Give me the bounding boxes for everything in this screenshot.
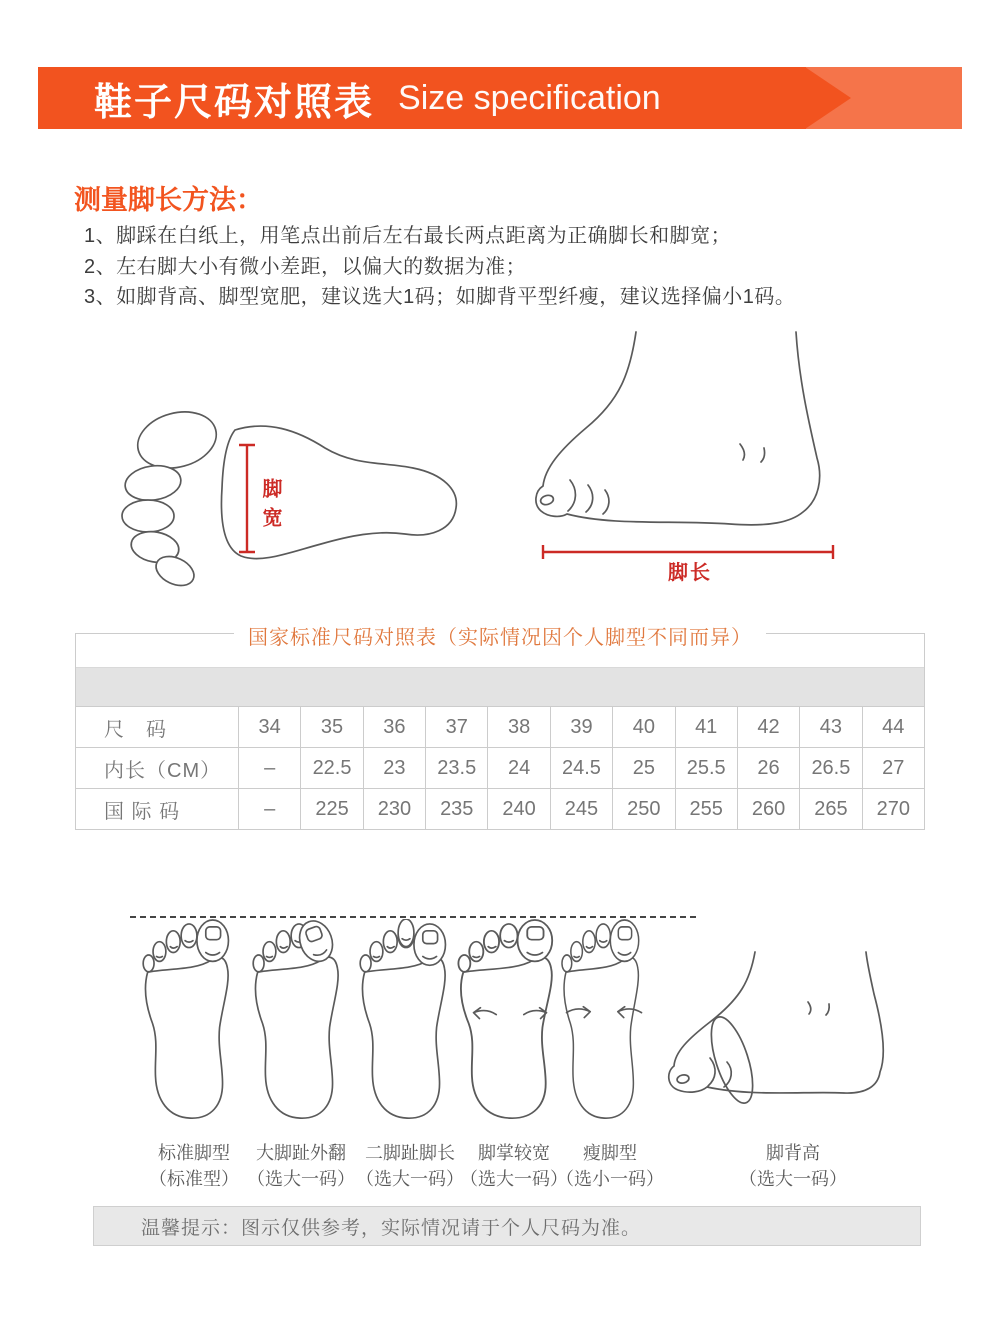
foot-type-note: （选大一码） — [739, 1169, 847, 1189]
table-cell: 42 — [737, 706, 799, 747]
table-cell: 260 — [737, 788, 799, 829]
foot-width-label: 脚宽 — [259, 478, 281, 536]
table-cell: 225 — [300, 788, 362, 829]
foot-type-valgus-icon — [246, 919, 356, 1126]
tip-text: 温馨提示：图示仅供参考，实际情况请于个人尺码为准。 — [141, 1217, 642, 1239]
table-cell: 270 — [862, 788, 924, 829]
header-banner — [38, 67, 962, 129]
table-cell: 230 — [363, 788, 425, 829]
foot-length-diagram-icon — [528, 328, 858, 573]
table-cell: 25.5 — [675, 747, 737, 788]
foot-type-long-second-toe-icon — [353, 919, 463, 1126]
foot-type-name: 脚背高 — [766, 1143, 820, 1163]
table-cell: 22.5 — [300, 747, 362, 788]
table-cell: 240 — [487, 788, 549, 829]
table-cell: 27 — [862, 747, 924, 788]
foot-type-note: （选大一码） — [247, 1169, 355, 1189]
page-subtitle: Size specification — [398, 78, 661, 117]
measure-steps — [84, 221, 795, 313]
foot-type-label-thin — [535, 1140, 685, 1192]
table-row-international — [76, 788, 924, 829]
table-cell: 37 — [425, 706, 487, 747]
foot-type-note: （选大一码） — [460, 1169, 568, 1189]
table-row-inner-length — [76, 747, 924, 788]
table-cell: 25 — [612, 747, 674, 788]
table-cell: 41 — [675, 706, 737, 747]
table-cell: 38 — [487, 706, 549, 747]
foot-type-note: （选小一码） — [556, 1169, 664, 1189]
size-table-header-band — [76, 667, 924, 706]
foot-type-note: （标准型） — [149, 1169, 239, 1189]
table-cell: 235 — [425, 788, 487, 829]
foot-type-note: （选大一码） — [356, 1169, 464, 1189]
foot-type-name: 大脚趾外翻 — [256, 1143, 346, 1163]
table-cell: 40 — [612, 706, 674, 747]
table-cell: 255 — [675, 788, 737, 829]
table-cell: 26 — [737, 747, 799, 788]
table-cell: 24.5 — [550, 747, 612, 788]
foot-type-name: 瘦脚型 — [583, 1143, 637, 1163]
size-table — [75, 627, 925, 830]
table-cell: 250 — [612, 788, 674, 829]
table-cell: 23 — [363, 747, 425, 788]
tip-bar — [93, 1206, 921, 1246]
measure-step-2: 2、左右脚大小有微小差距，以偏大的数据为准； — [84, 255, 527, 278]
table-cell: – — [238, 747, 300, 788]
table-cell: 26.5 — [799, 747, 861, 788]
size-table-title: 国家标准尺码对照表（实际情况因个人脚型不同而异） — [234, 621, 766, 650]
banner-chevron-icon — [805, 67, 851, 129]
table-cell: 39 — [550, 706, 612, 747]
foot-type-standard-icon — [136, 919, 246, 1126]
table-cell: 36 — [363, 706, 425, 747]
table-cell: 44 — [862, 706, 924, 747]
table-cell: 34 — [238, 706, 300, 747]
foot-type-high-instep-icon — [658, 948, 898, 1133]
table-cell: 43 — [799, 706, 861, 747]
measure-step-1: 1、脚踩在白纸上，用笔点出前后左右最长两点距离为正确脚长和脚宽； — [84, 225, 732, 247]
foot-type-label-high-instep — [718, 1140, 868, 1192]
table-cell: – — [238, 788, 300, 829]
table-cell: 245 — [550, 788, 612, 829]
foot-length-label: 脚长 — [668, 562, 712, 584]
table-cell: 23.5 — [425, 747, 487, 788]
table-row-size — [76, 706, 924, 747]
row-label: 内长（CM） — [76, 747, 238, 788]
page-title: 鞋子尺码对照表 — [94, 81, 375, 124]
table-cell: 35 — [300, 706, 362, 747]
foot-type-name: 二脚趾脚长 — [365, 1143, 455, 1163]
row-label: 尺 码 — [76, 706, 238, 747]
row-label: 国 际 码 — [76, 788, 238, 829]
table-cell: 24 — [487, 747, 549, 788]
measure-step-3: 3、如脚背高、脚型宽肥，建议选大1码；如脚背平型纤瘦，建议选择偏小1码。 — [84, 286, 796, 308]
foot-type-name: 标准脚型 — [158, 1143, 230, 1163]
foot-width-diagram-icon — [115, 340, 465, 590]
table-cell: 265 — [799, 788, 861, 829]
foot-type-name: 脚掌较宽 — [478, 1143, 550, 1163]
foot-type-thin-icon — [550, 919, 660, 1126]
toe-alignment-dashed-line — [130, 916, 696, 918]
measure-method-title: 测量脚长方法： — [74, 185, 263, 215]
